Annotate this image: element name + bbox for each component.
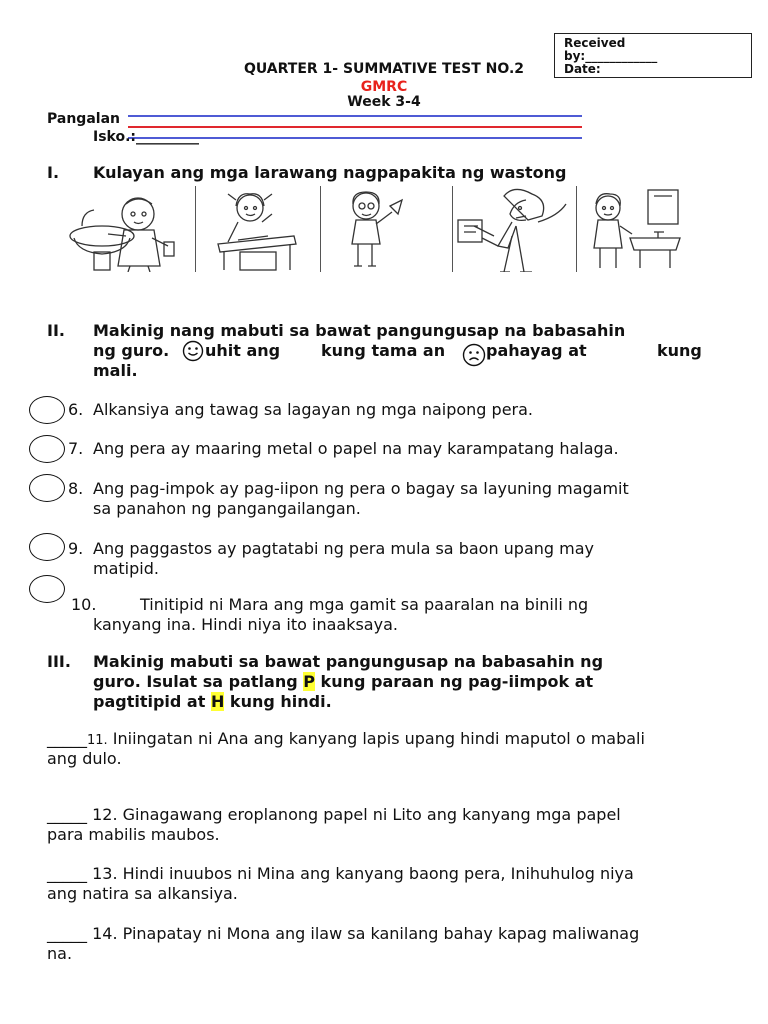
test-title: QUARTER 1- SUMMATIVE TEST NO.2 [243,61,525,77]
section3-line3b: kung hindi. [229,692,332,711]
answer-blank-13[interactable]: _____ 13. Hindi inuubos ni Mina ang kanyang baong pera, Inihuhulog niya [47,864,634,883]
date-label: Date: [564,62,601,76]
section3-line2a: guro. Isulat sa patlang [93,672,298,691]
received-by-label: by:____________ [564,49,658,63]
section2-line3: mali. [93,361,138,380]
name-label: Pangalan [47,111,120,127]
girl-at-desk-icon[interactable] [202,186,312,272]
section1-number: I. [47,163,60,182]
item-9-text-cont: matipid. [93,559,159,578]
answer-blank-12[interactable]: _____ 12. Ginagawang eroplanong papel ni Lito ang kanyang mga papel [47,805,621,824]
man-wasting-paper-icon[interactable] [454,186,574,272]
section3-line1: Makinig mabuti sa bawat pangungusap na babasahin ng [93,652,604,671]
section2-line2d: pahayag at [486,341,587,360]
item-8-number: 8. [68,479,84,498]
child-with-tool-icon[interactable] [328,186,454,272]
section3-number: III. [47,652,71,671]
sad-face-icon [462,343,486,367]
h-marker: H [210,692,225,711]
answer-circle-8[interactable] [29,474,65,502]
boy-at-sink-icon[interactable] [580,186,688,272]
p-marker: P [303,672,315,691]
item-13-text-cont: ang natira sa alkansiya. [47,884,238,903]
section3-line2 [93,672,593,692]
smiley-face-icon [182,340,204,362]
section2-number: II. [47,321,65,340]
section2-line2c: kung tama an [321,341,446,360]
answer-circle-7[interactable] [29,435,65,463]
item-10-text: Tinitipid ni Mara ang mga gamit sa paaralan na binili ng [140,595,589,614]
section2-line2e: kung [657,341,702,360]
item-9-number: 9. [68,539,84,558]
answer-circle-9[interactable] [29,533,65,561]
section1-instruction: Kulayan ang mga larawang nagpapakita ng wastong [93,163,567,182]
name-line-red [128,126,582,128]
child-washing-hands-icon[interactable] [68,186,192,272]
answer-circle-6[interactable] [29,396,65,424]
section2-line2a: ng guro. [93,341,170,360]
item-12-text-cont: para mabilis maubos. [47,825,220,844]
name-line-blue[interactable] [128,115,582,117]
subject-title: GMRC [360,79,408,95]
item-8-text: Ang pag-impok ay pag-iipon ng pera o bagay sa layuning magamit [93,479,629,498]
item-8-text-cont: sa panahon ng pangangailangan. [93,499,361,518]
item-14-text-cont: na. [47,944,73,963]
answer-blank-11[interactable]: _____11. Iniingatan ni Ana ang kanyang lapis upang hindi maputol o mabali [47,729,645,748]
item-6-text: Alkansiya ang tawag sa lagayan ng mga naipong pera. [93,400,533,419]
section3-line3 [93,692,332,712]
section2-line2b: uhit ang [205,341,281,360]
item-9-text: Ang paggastos ay pagtatabi ng pera mula sa baon upang may [93,539,595,558]
school-label: Isko.:_________ [93,129,200,145]
answer-circle-10[interactable] [29,575,65,603]
week-label: Week 3-4 [347,94,421,110]
item-7-number: 7. [68,439,84,458]
section2-line1: Makinig nang mabuti sa bawat pangungusap na babasahin [93,321,626,340]
section3-line2b: kung paraan ng pag-iimpok at [320,672,594,691]
answer-blank-14[interactable]: _____ 14. Pinapatay ni Mona ang ilaw sa kanilang bahay kapag maliwanag [47,924,640,943]
picture-strip [68,186,688,272]
item-11-text-cont: ang dulo. [47,749,122,768]
item-10-number: 10. [71,595,97,614]
section3-line3a: pagtitipid at [93,692,206,711]
received-label: Received [564,36,626,50]
item-10-text-cont: kanyang ina. Hindi niya ito inaaksaya. [93,615,398,634]
item-6-number: 6. [68,400,84,419]
item-7-text: Ang pera ay maaring metal o papel na may karampatang halaga. [93,439,619,458]
